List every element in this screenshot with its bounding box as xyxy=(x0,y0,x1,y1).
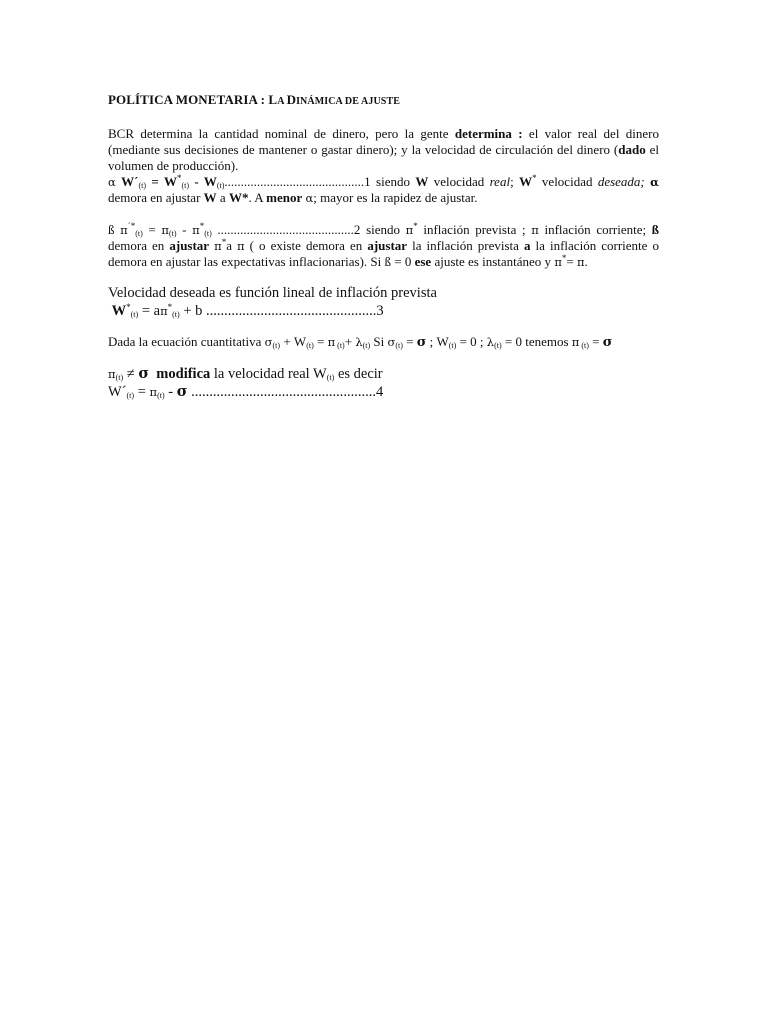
subscript: (t) xyxy=(494,341,502,350)
lambda-symbol: λ xyxy=(355,335,363,349)
text: velocidad xyxy=(536,174,598,189)
text: = xyxy=(566,254,577,269)
document-page xyxy=(108,92,659,401)
text: inflación prevista ; xyxy=(417,222,532,237)
text: es decir xyxy=(334,366,383,382)
subscript: (t) xyxy=(362,341,371,350)
text: = a xyxy=(138,303,161,319)
subscript: (t) xyxy=(579,341,589,350)
text: ( o existe demora en xyxy=(244,238,368,253)
text: a xyxy=(216,190,229,205)
pi-symbol: π xyxy=(531,223,539,237)
bold-text: menor xyxy=(266,190,303,205)
text: = xyxy=(142,222,162,237)
pi-symbol: π xyxy=(237,239,245,253)
subscript: (t) xyxy=(135,229,143,238)
bold-text: ajustar xyxy=(169,238,210,253)
pi-symbol: π xyxy=(120,223,128,237)
subscript: (t) xyxy=(168,229,177,238)
subscript: (t) xyxy=(335,341,345,350)
pi-symbol: π xyxy=(214,239,222,253)
text: W´ xyxy=(108,384,127,400)
superscript: * xyxy=(167,302,173,312)
pi-symbol: π xyxy=(327,335,336,349)
superscript: * xyxy=(413,221,418,231)
subscript: (t) xyxy=(306,341,314,350)
sigma-symbol: σ xyxy=(176,383,188,400)
text: Si xyxy=(370,334,388,349)
paragraph-quantity-equation xyxy=(108,334,659,351)
text: = xyxy=(134,384,150,400)
superscript: * xyxy=(126,302,131,312)
superscript: * xyxy=(561,253,567,263)
text: = xyxy=(588,334,603,349)
pi-symbol: π xyxy=(576,255,585,269)
paragraph-modifica xyxy=(108,365,659,401)
sigma-symbol: σ xyxy=(387,335,396,349)
text: ...................................................4 xyxy=(187,384,384,400)
bold-text: ajustar xyxy=(367,238,408,253)
italic-text: deseada; xyxy=(597,174,645,189)
text: BCR determina la cantidad nominal de dinero, pero la gente xyxy=(108,126,455,141)
text: ajuste es instantáneo y xyxy=(431,254,555,269)
pi-symbol: π xyxy=(192,223,200,237)
subscript: (t) xyxy=(115,373,124,382)
text: velocidad xyxy=(428,174,490,189)
text: - xyxy=(164,384,177,400)
title-part: INÁMICA DE AJUSTE xyxy=(296,96,401,107)
subscript: (t) xyxy=(181,181,190,190)
bold-text: - W xyxy=(189,174,217,189)
text: inflación corriente; xyxy=(538,222,652,237)
subscript: (t) xyxy=(126,391,135,400)
subscript: (t) xyxy=(172,310,180,319)
title-part: POLÍTICA MONETARIA : L xyxy=(108,92,278,107)
lambda-symbol: λ xyxy=(486,335,495,349)
subscript: (t) xyxy=(157,391,165,400)
bold-text: W´ xyxy=(121,174,139,189)
subscript: (t) xyxy=(395,341,403,350)
pi-symbol: π xyxy=(160,304,168,318)
text: ...........................................1 siendo xyxy=(224,174,416,189)
text: ; W xyxy=(426,334,449,349)
sigma-symbol: σ xyxy=(602,335,613,350)
beta-symbol: ß xyxy=(108,222,115,237)
text: - xyxy=(176,222,193,237)
text: el volumen de producción). xyxy=(108,142,660,173)
bold-text: modifica xyxy=(156,366,211,382)
text: . xyxy=(584,254,588,269)
bold-text: W xyxy=(519,174,533,189)
text: = 0 ; xyxy=(456,334,487,349)
text: + xyxy=(344,334,356,349)
text: el valor real del dinero (mediante sus decisiones de mantener o gastar dinero); y la velocidad de circulación del dinero ( xyxy=(108,126,659,157)
document-title xyxy=(108,92,659,110)
subscript: (t) xyxy=(130,310,139,319)
text: + W xyxy=(280,334,307,349)
text: la inflación prevista xyxy=(407,238,524,253)
text: ..........................................2 siendo xyxy=(211,222,406,237)
text: ; mayor es la rapidez de ajustar. xyxy=(313,190,478,205)
text: + b ...............................................3 xyxy=(179,303,384,319)
bold-text: ese xyxy=(414,254,432,269)
bold-text: W* xyxy=(228,190,249,205)
bold-text: dado xyxy=(618,142,646,157)
italic-text: real xyxy=(489,174,511,189)
bold-text: determina : xyxy=(454,126,523,141)
subscript: (t) xyxy=(138,181,147,190)
paragraph-intro xyxy=(108,126,659,174)
text: demora en xyxy=(108,238,170,253)
not-equal-symbol: ≠ xyxy=(123,366,139,382)
text: a xyxy=(226,238,238,253)
pi-symbol: π xyxy=(149,385,158,399)
bold-text: W xyxy=(415,174,429,189)
pi-symbol: π xyxy=(571,335,580,349)
equation-2-paragraph xyxy=(108,222,659,270)
text: . A xyxy=(248,190,267,205)
title-part: A xyxy=(277,96,287,107)
text: Velocidad deseada es función lineal de inflación prevista xyxy=(108,285,437,301)
title-part: D xyxy=(286,92,297,107)
subscript: (t) xyxy=(216,181,225,190)
text: Dada la ecuación cuantitativa xyxy=(108,334,265,349)
alpha-symbol: α xyxy=(650,175,659,189)
text: = xyxy=(402,334,417,349)
superscript: * xyxy=(532,173,537,183)
subscript: (t) xyxy=(272,341,281,350)
text: = 0 tenemos xyxy=(501,334,572,349)
equation-1-paragraph xyxy=(108,174,659,206)
bold-text: = W xyxy=(146,174,177,189)
text: ; xyxy=(510,174,520,189)
text: demora en ajustar xyxy=(108,190,204,205)
pi-symbol: π xyxy=(108,367,116,381)
subscript: (t) xyxy=(326,373,335,382)
text: = xyxy=(313,334,328,349)
bold-text: W xyxy=(203,190,217,205)
superscript: * xyxy=(176,173,182,183)
sigma-symbol: σ xyxy=(138,365,150,382)
pi-symbol: π xyxy=(161,223,169,237)
subscript: (t) xyxy=(204,229,212,238)
beta-symbol: ß xyxy=(651,222,659,237)
superscript: * xyxy=(221,237,227,247)
superscript: ´* xyxy=(127,221,136,231)
bold-text: a xyxy=(524,238,531,253)
superscript: * xyxy=(199,221,205,231)
alpha-symbol: α xyxy=(305,191,314,205)
bold-text: W xyxy=(111,303,127,319)
pi-symbol: π xyxy=(405,223,414,237)
sigma-symbol: σ xyxy=(264,335,273,349)
subscript: (t) xyxy=(448,341,457,350)
paragraph-velocity xyxy=(108,284,659,320)
text: la inflación corriente o demora en ajustar las expectativas inflacionarias). Si ß = 0 xyxy=(108,238,659,269)
pi-symbol: π xyxy=(554,255,562,269)
text: la velocidad real W xyxy=(210,366,327,382)
alpha-symbol: α xyxy=(108,175,116,189)
sigma-symbol: σ xyxy=(416,335,427,350)
